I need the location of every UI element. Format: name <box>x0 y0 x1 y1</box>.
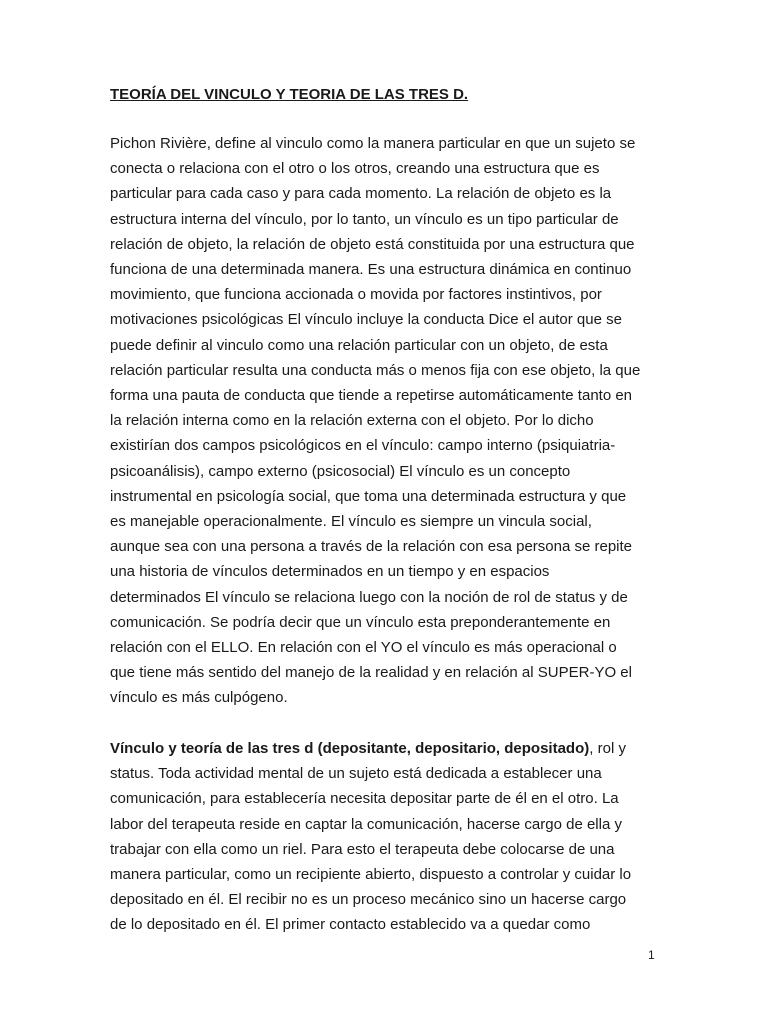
paragraph-line: trabajar con ella como un riel. Para esto el terapeuta debe colocarse de una <box>110 840 615 858</box>
paragraph-line: funciona de una determinada manera. Es una estructura dinámica en continuo <box>110 261 632 279</box>
paragraph-line: de lo depositado en él. El primer contacto establecido va a quedar como <box>110 916 591 934</box>
lead-rest-text: , rol y <box>589 740 626 757</box>
paragraph-line: depositado en él. El recibir no es un proceso mecánico sino un hacerse cargo <box>110 891 627 909</box>
paragraph-line: estructura interna del vínculo, por lo tanto, un vínculo es un tipo particular de <box>110 210 619 228</box>
paragraph-line: motivaciones psicológicas El vínculo incluye la conducta Dice el autor que se <box>110 311 622 329</box>
document-title: TEORÍA DEL VINCULO Y TEORIA DE LAS TRES D. <box>110 86 469 103</box>
paragraph-line: status. Toda actividad mental de un sujeto está dedicada a establecer una <box>110 765 602 783</box>
page-number: 1 <box>648 948 655 962</box>
paragraph-line: instrumental en psicología social, que toma una determinada estructura y que <box>110 487 627 505</box>
paragraph-line: movimiento, que funciona accionada o movida por factores instintivos, por <box>110 286 602 304</box>
paragraph-line: es manejable operacionalmente. El vínculo es siempre un vincula social, <box>110 513 592 531</box>
paragraph-line: relación particular resulta una conducta más o menos fija con ese objeto, la que <box>110 361 641 379</box>
paragraph-tres-d <box>110 736 662 938</box>
paragraph-line: Pichon Rivière, define al vinculo como la manera particular en que un sujeto se <box>110 135 636 152</box>
paragraph-line: relación con el ELLO. En relación con el YO el vínculo es más operacional o <box>110 639 617 657</box>
paragraph-vinculo-definition <box>110 131 662 711</box>
paragraph-line: manera particular, como un recipiente abierto, dispuesto a controlar y cuidar lo <box>110 866 632 884</box>
paragraph-line: comunicación, para establecería necesita depositar parte de él en el otro. La <box>110 790 619 808</box>
paragraph-line: la relación interna como en la relación externa con el objeto. Por lo dicho <box>110 412 594 430</box>
paragraph-line: una historia de vínculos determinados en un tiempo y en espacios <box>110 563 550 581</box>
paragraph-lead-line <box>110 736 662 761</box>
paragraph-line: aunque sea con una persona a través de la relación con esa persona se repite <box>110 538 633 556</box>
bold-lead-text: Vínculo y teoría de las tres d (depositante, depositario, depositado) <box>110 740 590 757</box>
paragraph-line: forma una pauta de conducta que tiende a repetirse automáticamente tanto en <box>110 387 633 405</box>
paragraph-line: determinados El vínculo se relaciona luego con la noción de rol de status y de <box>110 588 628 606</box>
paragraph-line: labor del terapeuta reside en captar la comunicación, hacerse cargo de ella y <box>110 815 622 833</box>
paragraph-line: particular para cada caso y para cada momento. La relación de objeto es la <box>110 185 612 203</box>
paragraph-line: psicoanálisis), campo externo (psicosocial) El vínculo es un concepto <box>110 462 571 480</box>
paragraph-line: conecta o relaciona con el otro o los otros, creando una estructura que es <box>110 160 600 178</box>
paragraph-line: puede definir al vinculo como una relación particular con un objeto, de esta <box>110 336 608 354</box>
paragraph-line: vínculo es más culpógeno. <box>110 689 288 707</box>
paragraph-line: comunicación. Se podría decir que un vínculo esta preponderantemente en <box>110 613 611 631</box>
paragraph-line: relación de objeto, la relación de objeto está constituida por una estructura que <box>110 235 635 253</box>
paragraph-line: existirían dos campos psicológicos en el vínculo: campo interno (psiquiatria- <box>110 437 616 455</box>
paragraph-line: que tiene más sentido del manejo de la realidad y en relación al SUPER-YO el <box>110 664 632 682</box>
